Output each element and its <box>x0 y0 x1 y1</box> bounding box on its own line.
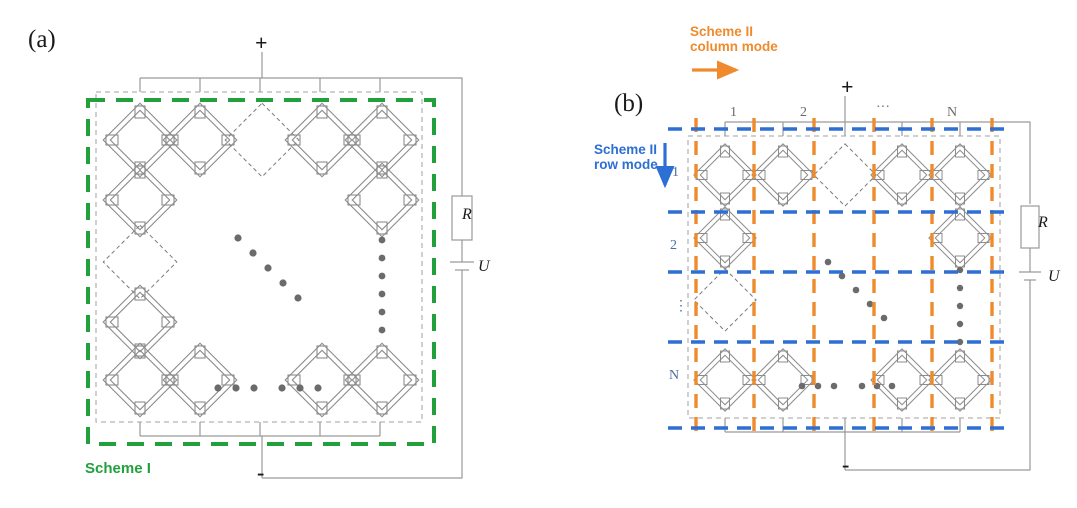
panel-b-source-label: U <box>1048 268 1060 285</box>
panel-a-minus-terminal: - <box>257 460 265 485</box>
scheme-2-column-mode-line2: column mode <box>690 39 778 54</box>
scheme-2-row-mode-line2: row mode <box>594 157 658 172</box>
column-index-n: N <box>947 105 958 120</box>
scheme-2-column-mode-line1: Scheme II <box>690 24 754 39</box>
panel-b-tag: (b) <box>614 90 644 117</box>
panel-a-resistor-label: R <box>462 206 472 223</box>
row-index-2: 2 <box>670 238 677 253</box>
column-index-2: 2 <box>800 105 807 120</box>
ellipsis-dots-a <box>214 234 385 391</box>
panel-b-plus-terminal: + <box>841 74 854 99</box>
panel-b-resistor-label: R <box>1038 214 1048 231</box>
scheme-1-label: Scheme I <box>85 460 151 477</box>
scheme-2-row-mode-line1: Scheme II <box>594 142 658 157</box>
panel-b-graphics <box>540 0 1077 508</box>
panel-a-plus-terminal: + <box>255 30 268 55</box>
panel-a-tag: (a) <box>28 26 56 53</box>
column-index-1: 1 <box>730 105 737 120</box>
row-index-ellipsis: ⋮ <box>674 299 688 314</box>
resonator-array-a <box>103 103 419 417</box>
scheme-1-frame <box>88 100 434 444</box>
scheme-2-column-mode-label <box>690 24 778 54</box>
array-boundary-a <box>96 92 422 422</box>
panel-b-minus-terminal: - <box>842 452 850 477</box>
scheme-2-row-mode-label <box>594 142 658 172</box>
column-index-ellipsis: ··· <box>876 100 890 115</box>
row-index-1: 1 <box>672 165 679 180</box>
panel-a-source-label: U <box>478 258 490 275</box>
row-index-n: N <box>669 368 680 383</box>
